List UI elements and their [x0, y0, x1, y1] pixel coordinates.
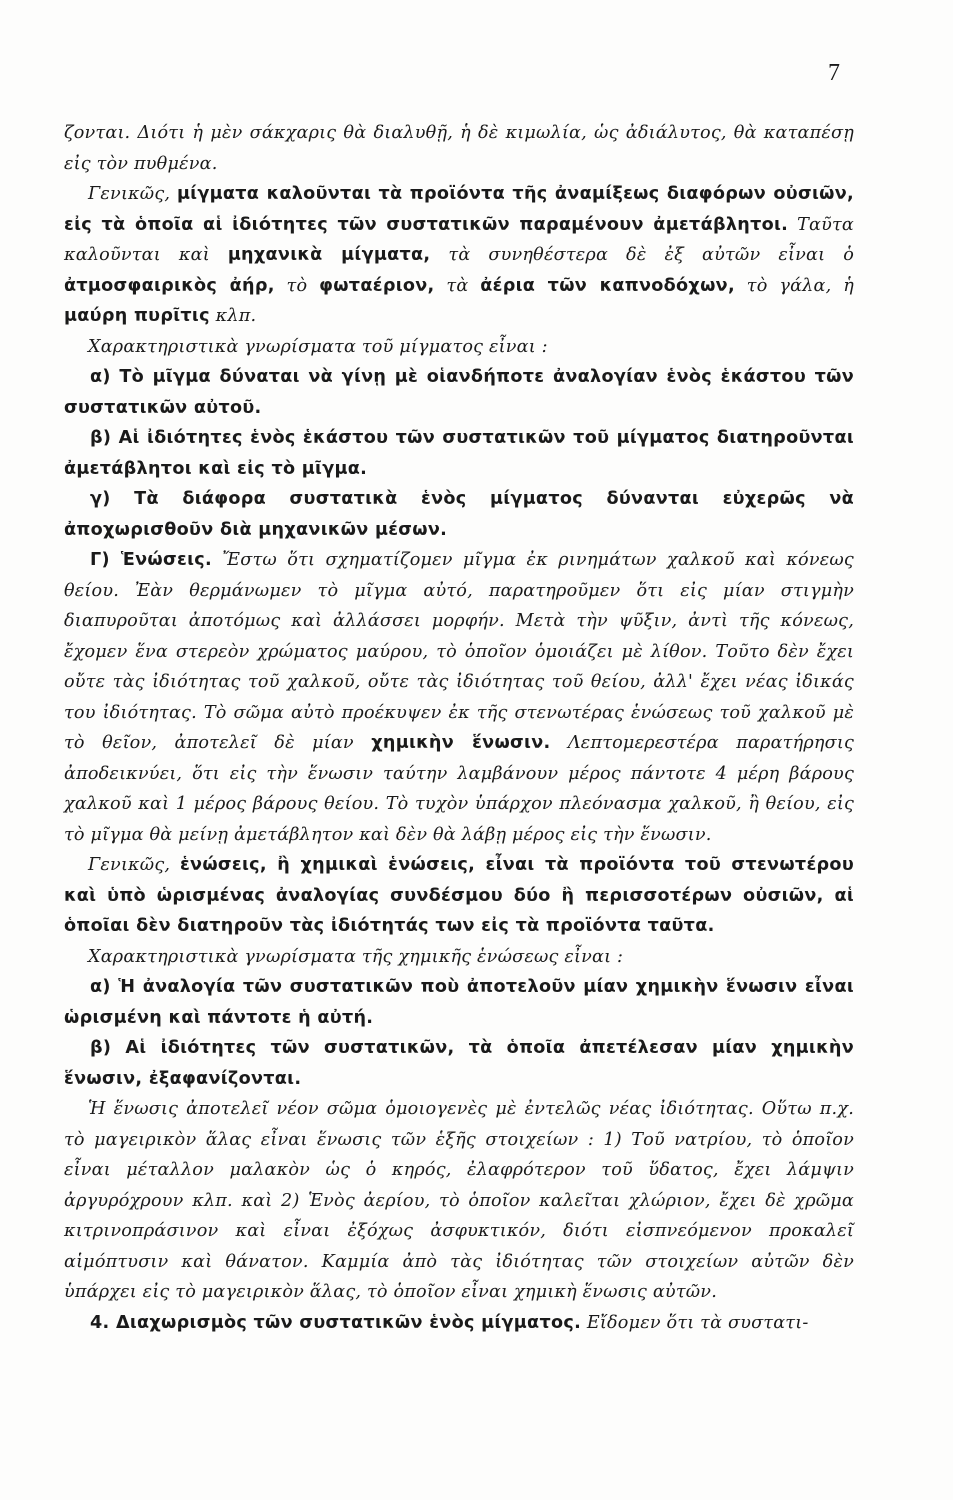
- mixture-characteristic-c: [64, 484, 854, 545]
- bold-text-run: ἀέρια τῶν καπνοδόχων,: [480, 275, 735, 296]
- paragraph-compounds-definition: [64, 850, 854, 942]
- text-run: τὸ: [274, 275, 320, 296]
- compound-characteristic-a: [64, 972, 854, 1033]
- paragraph-salt-example: [64, 1094, 854, 1308]
- bold-text-run: α) Τὸ μῖγμα δύναται νὰ γίνῃ μὲ οἱανδήποτε ἀναλογίαν ἑνὸς ἑκάστου τῶν συστατικῶν αὐτοῦ.: [64, 367, 854, 418]
- text-run: Γενικῶς,: [88, 184, 177, 204]
- bold-text-run: φωταέριον,: [319, 275, 435, 296]
- bold-text-run: ἑνώσεις, ἢ χημικαὶ ἑνώσεις, εἶναι τὰ προϊόντα τοῦ στενωτέρου καὶ ὑπὸ ὡρισμένας ἀναλογίας συνδέσμου δύο ἢ περισσοτέρων οὐσιῶν, αἱ ὁποῖαι δὲν διατηροῦν τὰς ἰδιότητάς των εἰς τὰ προϊόντα ταῦτα.: [64, 855, 855, 936]
- section-heading: 4. Διαχωρισμὸς τῶν συστατικῶν ἑνὸς μίγματος.: [90, 1312, 582, 1333]
- paragraph-mixtures-definition: [64, 179, 854, 332]
- text-run: Λεπτομερεστέρα παρατήρησις ἀποδεικνύει, ὅτι εἰς τὴν ἕνωσιν ταύτην λαμβάνουν μέρος πάντοτε 4 μέρη βάρους χαλκοῦ καὶ 1 μέρος βάρους θείου. Τὸ τυχὸν ὑπάρχον πλεόνασμα χαλκοῦ, ἢ θείου, εἰς τὸ μῖγμα θὰ μείνῃ ἀμετάβλητον καὶ δὲν θὰ λάβῃ μέρος εἰς τὴν ἕνωσιν.: [64, 733, 854, 845]
- text-run: Χαρακτηριστικὰ γνωρίσματα τοῦ μίγματος εἶναι :: [88, 336, 548, 357]
- text-run: Ἡ ἕνωσις ἀποτελεῖ νέον σῶμα ὁμοιογενὲς μὲ ἐντελῶς νέας ἰδιότητας. Οὕτω π.χ. τὸ μαγειρικὸν ἅλας εἶναι ἕνωσις τῶν ἑξῆς στοιχείων : 1) Τοῦ νατρίου, τὸ ὁποῖον εἶναι μέταλλον μαλακὸν ὡς ὁ κηρός, ἐλαφρότερον τοῦ ὕδατος, ἔχει λάμψιν ἀργυρόχρουν κλπ. καὶ 2) Ἑνὸς ἀερίου, τὸ ὁποῖον καλεῖται χλώριον, ἔχει δὲ χρῶμα κιτρινοπράσινον καὶ εἶναι ἐξόχως ἀσφυκτικόν, διότι εἰσπνεόμενον προκαλεῖ αἱμόπτυσιν καὶ θάνατον. Καμμία ἀπὸ τὰς ἰδιότητας τῶν στοιχείων αὐτῶν δὲν ὑπάρχει εἰς τὸ μαγειρικὸν ἅλας, τὸ ὁποῖον εἶναι χημικὴ ἕνωσις αὐτῶν.: [64, 1099, 854, 1302]
- paragraph-continuation: [64, 118, 854, 179]
- bold-text-run: μίγματα καλοῦνται τὰ προϊόντα τῆς ἀναμίξεως διαφόρων οὐσιῶν, εἰς τὰ ὁποῖα αἱ ἰδιότητες τῶν συστατικῶν παραμένουν ἀμετάβλητοι.: [64, 184, 854, 235]
- mixture-characteristic-b: [64, 423, 854, 484]
- text-run: Χαρακτηριστικὰ γνωρίσματα τῆς χημικῆς ἑνώσεως εἶναι :: [88, 946, 624, 967]
- text-run: κλπ.: [209, 306, 257, 326]
- bold-text-run: β) Αἱ ἰδιότητες ἑνὸς ἑκάστου τῶν συστατικῶν τοῦ μίγματος διατηροῦνται ἀμετάβλητοι καὶ εἰς τὸ μῖγμα.: [64, 428, 854, 479]
- text-run: Εἴδομεν ὅτι τὰ συστατι-: [581, 1312, 809, 1333]
- page-number: 7: [828, 60, 840, 86]
- paragraph-compound-characteristics-intro: [64, 942, 854, 973]
- text-run: τὸ γάλα, ἡ: [734, 275, 854, 296]
- mixture-characteristic-a: [64, 362, 854, 423]
- section-heading: Γ) Ἑνώσεις.: [90, 550, 212, 570]
- bold-text-run: γ) Τὰ διάφορα συστατικὰ ἑνὸς μίγματος δύνανται εὐχερῶς νὰ ἀποχωρισθοῦν διὰ μηχανικῶν μέσων.: [64, 489, 854, 540]
- text-run: τὰ: [434, 275, 481, 296]
- paragraph-mixture-characteristics-intro: [64, 332, 854, 363]
- paragraph-compounds: [64, 545, 854, 850]
- page-body: [64, 118, 854, 1338]
- bold-text-run: μηχανικὰ μίγματα,: [227, 245, 431, 265]
- text-run: Ἔστω ὅτι σχηματίζομεν μῖγμα ἐκ ρινημάτων χαλκοῦ καὶ κόνεως θείου. Ἐὰν θερμάνωμεν τὸ μῖγμα αὐτό, παρατηροῦμεν ὅτι εἰς μίαν στιγμὴν διαπυροῦται ἀποτόμως καὶ ἀλλάσσει μορφήν. Μετὰ τὴν ψῦξιν, ἀντὶ τῆς κόνεως, ἔχομεν ἕνα στερεὸν χρώματος μαύρου, τὸ ὁποῖον ὁμοιάζει μὲ λίθον. Τοῦτο δὲν ἔχει οὔτε τὰς ἰδιότητας τοῦ χαλκοῦ, οὔτε τὰς ἰδιότητας τοῦ θείου, ἀλλ' ἔχει νέας ἰδικάς του ἰδιότητας. Τὸ σῶμα αὐτὸ προέκυψεν ἐκ τῆς στενωτέρας ἑνώσεως τοῦ χαλκοῦ μὲ τὸ θεῖον, ἀποτελεῖ δὲ μίαν: [64, 550, 854, 753]
- bold-text-run: μαύρη πυρῖτις: [64, 306, 210, 326]
- bold-text-run: ἀτμοσφαιρικὸς ἀήρ,: [64, 275, 275, 296]
- bold-text-run: β) Αἱ ἰδιότητες τῶν συστατικῶν, τὰ ὁποῖα ἀπετέλεσαν μίαν χημικὴν ἕνωσιν, ἐξαφανίζονται.: [64, 1038, 854, 1089]
- bold-text-run: χημικὴν ἕνωσιν.: [371, 733, 551, 753]
- text-run: τὰ συνηθέστερα δὲ ἐξ αὐτῶν εἶναι ὁ: [430, 245, 854, 265]
- text-run: Ταῦτα καλοῦνται καὶ: [64, 214, 855, 265]
- paragraph-section-4: [64, 1308, 854, 1339]
- text-run: Γενικῶς,: [88, 855, 180, 875]
- compound-characteristic-b: [64, 1033, 854, 1094]
- bold-text-run: α) Ἡ ἀναλογία τῶν συστατικῶν ποὺ ἀποτελοῦν μίαν χημικὴν ἕνωσιν εἶναι ὡρισμένη καὶ πάντοτε ἡ αὐτή.: [64, 977, 854, 1028]
- text-run: ζονται. Διότι ἡ μὲν σάκχαρις θὰ διαλυθῇ, ἡ δὲ κιμωλία, ὡς ἀδιάλυτος, θὰ καταπέσῃ εἰς τὸν πυθμένα.: [64, 123, 854, 174]
